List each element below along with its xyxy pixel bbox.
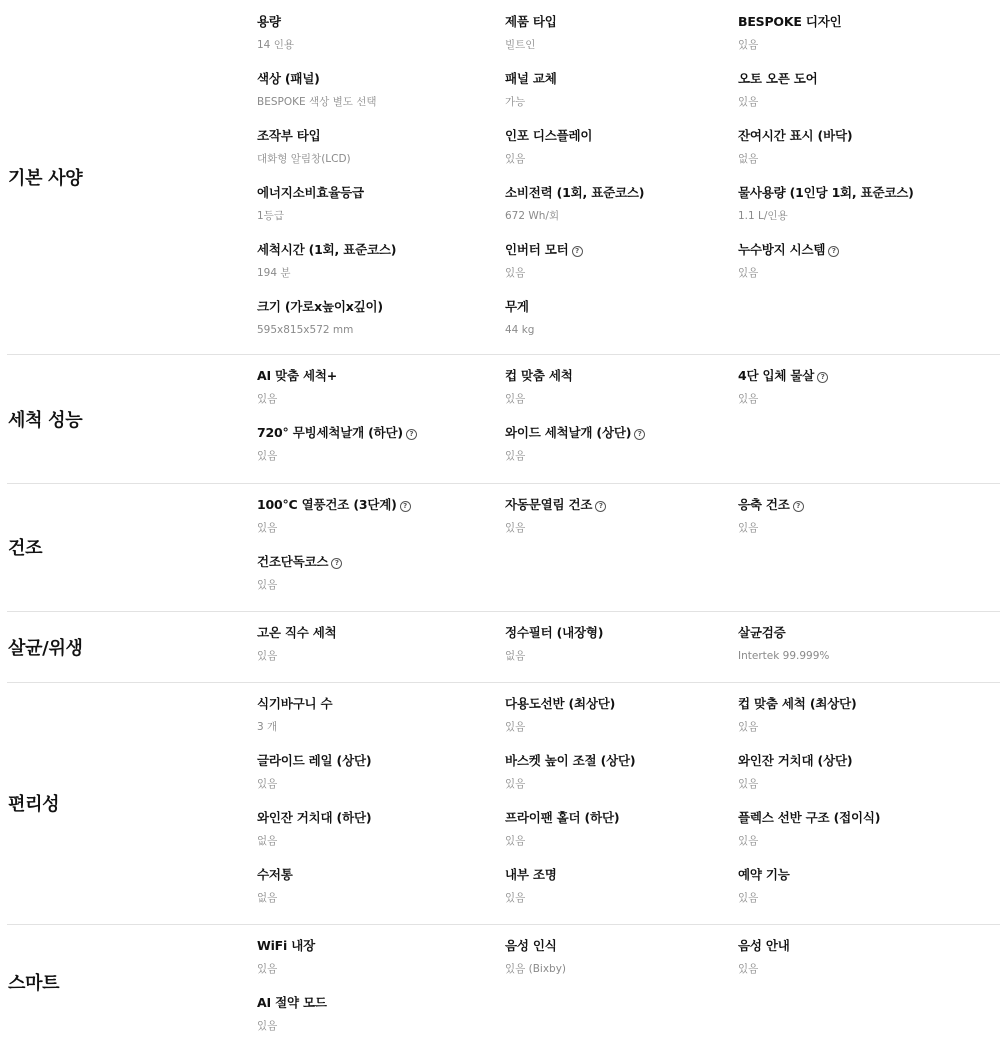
section-title: 편리성 — [8, 794, 60, 815]
spec-label — [505, 810, 738, 826]
section-divider — [7, 924, 1000, 925]
spec-value: 있음 — [738, 96, 759, 108]
spec-label-text: 용량 — [257, 14, 281, 29]
spec-label-text: 소비전력 (1회, 표준코스) — [505, 185, 645, 200]
spec-label — [738, 368, 986, 384]
spec-label-text: 조작부 타입 — [257, 128, 321, 143]
spec-label-text: 오토 오픈 도어 — [738, 71, 818, 86]
spec-value: 있음 — [505, 267, 526, 279]
spec-value: 있음 — [738, 522, 759, 534]
spec-item — [505, 682, 738, 739]
spec-value: 없음 — [505, 650, 526, 662]
spec-item — [257, 411, 505, 468]
spec-label-text: 물사용량 (1인당 1회, 표준코스) — [738, 185, 914, 200]
spec-item — [505, 57, 738, 114]
spec-label — [505, 128, 738, 144]
spec-label — [505, 14, 738, 30]
spec-label — [257, 128, 505, 144]
spec-value: 있음 — [257, 450, 278, 462]
help-icon[interactable]: ? — [572, 246, 583, 257]
spec-label — [505, 625, 738, 641]
spec-value: 있음 — [257, 963, 278, 975]
spec-label-text: WiFi 내장 — [257, 938, 315, 953]
spec-value: 대화형 알림창(LCD) — [257, 153, 351, 165]
spec-value: 있음 — [738, 835, 759, 847]
spec-item — [505, 483, 738, 540]
spec-label — [505, 425, 738, 441]
spec-label — [257, 497, 505, 513]
spec-label — [257, 938, 505, 954]
section-title: 건조 — [8, 538, 43, 559]
spec-label-text: 색상 (패널) — [257, 71, 320, 86]
spec-label — [257, 867, 505, 883]
section-divider — [7, 682, 1000, 683]
spec-item — [257, 0, 505, 57]
spec-label-text: 누수방지 시스템 — [738, 242, 826, 257]
spec-item — [505, 853, 738, 910]
spec-label — [505, 299, 738, 315]
spec-item — [505, 411, 738, 468]
spec-label-text: 패널 교체 — [505, 71, 557, 86]
spec-label-text: 수저통 — [257, 867, 293, 882]
spec-label-text: 와인잔 거치대 (하단) — [257, 810, 372, 825]
spec-grid — [257, 611, 1000, 668]
section-title: 세척 성능 — [8, 409, 83, 431]
spec-value: 있음 — [505, 778, 526, 790]
spec-item — [505, 114, 738, 171]
spec-value: 없음 — [738, 153, 759, 165]
spec-value: 있음 — [738, 721, 759, 733]
spec-label — [505, 368, 738, 384]
spec-label — [257, 185, 505, 201]
spec-item — [505, 0, 738, 57]
spec-label — [257, 810, 505, 826]
spec-value: 있음 — [257, 579, 278, 591]
spec-item — [738, 0, 986, 57]
spec-label-text: 바스켓 높이 조절 (상단) — [505, 753, 636, 768]
spec-label-text: 컵 맞춤 세척 (최상단) — [738, 696, 857, 711]
spec-item — [505, 171, 738, 228]
spec-item — [257, 228, 505, 285]
spec-label-text: 와인잔 거치대 (상단) — [738, 753, 853, 768]
spec-item — [257, 611, 505, 668]
spec-label — [738, 242, 986, 258]
spec-item — [738, 57, 986, 114]
spec-value: 없음 — [257, 835, 278, 847]
spec-label — [505, 185, 738, 201]
spec-label-text: 100°C 열풍건조 (3단계) — [257, 497, 397, 512]
spec-section — [0, 354, 1000, 483]
spec-label-text: 720° 무빙세척날개 (하단) — [257, 425, 403, 440]
spec-label — [505, 753, 738, 769]
spec-value: 있음 — [738, 393, 759, 405]
spec-label-text: 에너지소비효율등급 — [257, 185, 364, 200]
spec-value: 있음 — [505, 721, 526, 733]
spec-label — [738, 185, 986, 201]
spec-item — [738, 483, 986, 540]
spec-label-text: 4단 입체 물살 — [738, 368, 815, 383]
spec-value: 가능 — [505, 96, 526, 108]
spec-value: 있음 — [257, 522, 278, 534]
spec-grid — [257, 0, 1000, 342]
spec-label — [738, 810, 986, 826]
spec-item — [738, 611, 986, 668]
spec-label-text: 음성 안내 — [738, 938, 790, 953]
spec-item — [738, 354, 986, 411]
help-icon[interactable]: ? — [406, 429, 417, 440]
spec-item — [257, 483, 505, 540]
spec-label-text: 내부 조명 — [505, 867, 557, 882]
section-title: 살균/위생 — [8, 637, 83, 659]
spec-label-text: 프라이팬 홀더 (하단) — [505, 810, 620, 825]
spec-value: 3 개 — [257, 721, 278, 733]
help-icon[interactable]: ? — [828, 246, 839, 257]
spec-item — [257, 57, 505, 114]
spec-label — [738, 938, 986, 954]
spec-item — [505, 796, 738, 853]
spec-value: 194 분 — [257, 267, 291, 279]
spec-value: 있음 (Bixby) — [505, 963, 567, 975]
spec-value: 있음 — [505, 892, 526, 904]
spec-label — [738, 128, 986, 144]
spec-label — [257, 14, 505, 30]
spec-label — [738, 753, 986, 769]
spec-value: 있음 — [738, 892, 759, 904]
spec-item — [738, 739, 986, 796]
spec-value: 595x815x572 mm — [257, 324, 354, 336]
spec-section — [0, 611, 1000, 682]
spec-label-text: 예약 기능 — [738, 867, 790, 882]
spec-label — [505, 71, 738, 87]
spec-label-text: 살균검증 — [738, 625, 786, 640]
spec-value: 빌트인 — [505, 39, 536, 51]
help-icon[interactable]: ? — [400, 501, 411, 512]
spec-label — [505, 696, 738, 712]
spec-grid — [257, 924, 1000, 1038]
spec-label — [257, 71, 505, 87]
spec-label — [738, 71, 986, 87]
section-title: 기본 사양 — [8, 168, 83, 189]
spec-item — [257, 924, 505, 981]
help-icon[interactable]: ? — [331, 558, 342, 569]
spec-section — [0, 483, 1000, 611]
spec-value: 있음 — [505, 450, 526, 462]
spec-value: 1등급 — [257, 210, 284, 222]
spec-label — [257, 299, 505, 315]
spec-item — [738, 796, 986, 853]
spec-label — [257, 425, 505, 441]
spec-label — [738, 14, 986, 30]
spec-value: 있음 — [738, 778, 759, 790]
spec-item — [257, 540, 505, 597]
spec-item — [257, 853, 505, 910]
spec-label-text: 응축 건조 — [738, 497, 790, 512]
spec-label-text: 와이드 세척날개 (상단) — [505, 425, 632, 440]
spec-value: 있음 — [257, 778, 278, 790]
spec-value: BESPOKE 색상 별도 선택 — [257, 96, 377, 108]
spec-label — [257, 554, 505, 570]
spec-value: 있음 — [738, 39, 759, 51]
spec-value: 있음 — [738, 963, 759, 975]
spec-item — [505, 354, 738, 411]
spec-value: 44 kg — [505, 324, 535, 336]
spec-value: 있음 — [257, 650, 278, 662]
spec-label-text: 잔여시간 표시 (바닥) — [738, 128, 853, 143]
spec-section — [0, 924, 1000, 1040]
spec-grid — [257, 682, 1000, 910]
spec-item — [257, 171, 505, 228]
section-title: 스마트 — [8, 973, 60, 994]
spec-item — [257, 114, 505, 171]
spec-label — [738, 497, 986, 513]
spec-label — [505, 497, 738, 513]
spec-label — [257, 753, 505, 769]
spec-label — [257, 696, 505, 712]
spec-label-text: 인포 디스플레이 — [505, 128, 593, 143]
help-icon[interactable]: ? — [595, 501, 606, 512]
spec-label-text: 크기 (가로x높이x깊이) — [257, 299, 383, 314]
spec-item — [738, 228, 986, 285]
spec-label — [257, 368, 505, 384]
spec-label — [257, 625, 505, 641]
spec-item — [505, 285, 738, 342]
spec-label-text: 다용도선반 (최상단) — [505, 696, 616, 711]
spec-label-text: 컵 맞춤 세척 — [505, 368, 573, 383]
spec-label-text: BESPOKE 디자인 — [738, 14, 842, 29]
section-divider — [7, 611, 1000, 612]
spec-value: 1.1 L/인용 — [738, 210, 788, 222]
spec-value: 있음 — [505, 522, 526, 534]
section-divider — [7, 354, 1000, 355]
spec-item — [257, 739, 505, 796]
spec-label-text: AI 절약 모드 — [257, 995, 327, 1010]
spec-label — [738, 625, 986, 641]
spec-item — [505, 924, 738, 981]
spec-item — [257, 796, 505, 853]
spec-label-text: AI 맞춤 세척+ — [257, 368, 338, 383]
spec-label — [738, 696, 986, 712]
help-icon[interactable]: ? — [634, 429, 645, 440]
spec-value: 있음 — [505, 153, 526, 165]
spec-item — [257, 285, 505, 342]
spec-item — [738, 853, 986, 910]
spec-label-text: 인버터 모터 — [505, 242, 569, 257]
spec-item — [257, 981, 505, 1038]
spec-item — [738, 682, 986, 739]
spec-value: 672 Wh/회 — [505, 210, 560, 222]
spec-value: 없음 — [257, 892, 278, 904]
section-divider — [7, 483, 1000, 484]
spec-item — [505, 611, 738, 668]
spec-label — [257, 242, 505, 258]
spec-label-text: 세척시간 (1회, 표준코스) — [257, 242, 397, 257]
spec-label — [505, 242, 738, 258]
spec-label — [505, 867, 738, 883]
spec-item — [257, 354, 505, 411]
spec-section — [0, 0, 1000, 354]
spec-item — [738, 114, 986, 171]
help-icon[interactable]: ? — [793, 501, 804, 512]
spec-label-text: 건조단독코스 — [257, 554, 329, 569]
spec-label-text: 음성 인식 — [505, 938, 557, 953]
spec-value: 있음 — [505, 835, 526, 847]
spec-item — [257, 682, 505, 739]
spec-item — [738, 924, 986, 981]
spec-value: 있음 — [738, 267, 759, 279]
spec-grid — [257, 354, 1000, 468]
spec-value: 14 인용 — [257, 39, 294, 51]
spec-label-text: 고온 직수 세척 — [257, 625, 337, 640]
spec-value: Intertek 99.999% — [738, 650, 830, 662]
spec-label-text: 정수필터 (내장형) — [505, 625, 604, 640]
help-icon[interactable]: ? — [817, 372, 828, 383]
spec-label-text: 플렉스 선반 구조 (접이식) — [738, 810, 881, 825]
spec-value: 있음 — [505, 393, 526, 405]
spec-item — [738, 171, 986, 228]
spec-grid — [257, 483, 1000, 597]
spec-label-text: 제품 타입 — [505, 14, 557, 29]
spec-item — [505, 228, 738, 285]
spec-label — [257, 995, 505, 1011]
spec-label — [738, 867, 986, 883]
spec-item — [505, 739, 738, 796]
spec-label-text: 무게 — [505, 299, 529, 314]
spec-label-text: 자동문열림 건조 — [505, 497, 593, 512]
spec-label-text: 글라이드 레일 (상단) — [257, 753, 372, 768]
spec-label — [505, 938, 738, 954]
spec-value: 있음 — [257, 1020, 278, 1032]
spec-section — [0, 682, 1000, 924]
spec-label-text: 식기바구니 수 — [257, 696, 333, 711]
spec-value: 있음 — [257, 393, 278, 405]
